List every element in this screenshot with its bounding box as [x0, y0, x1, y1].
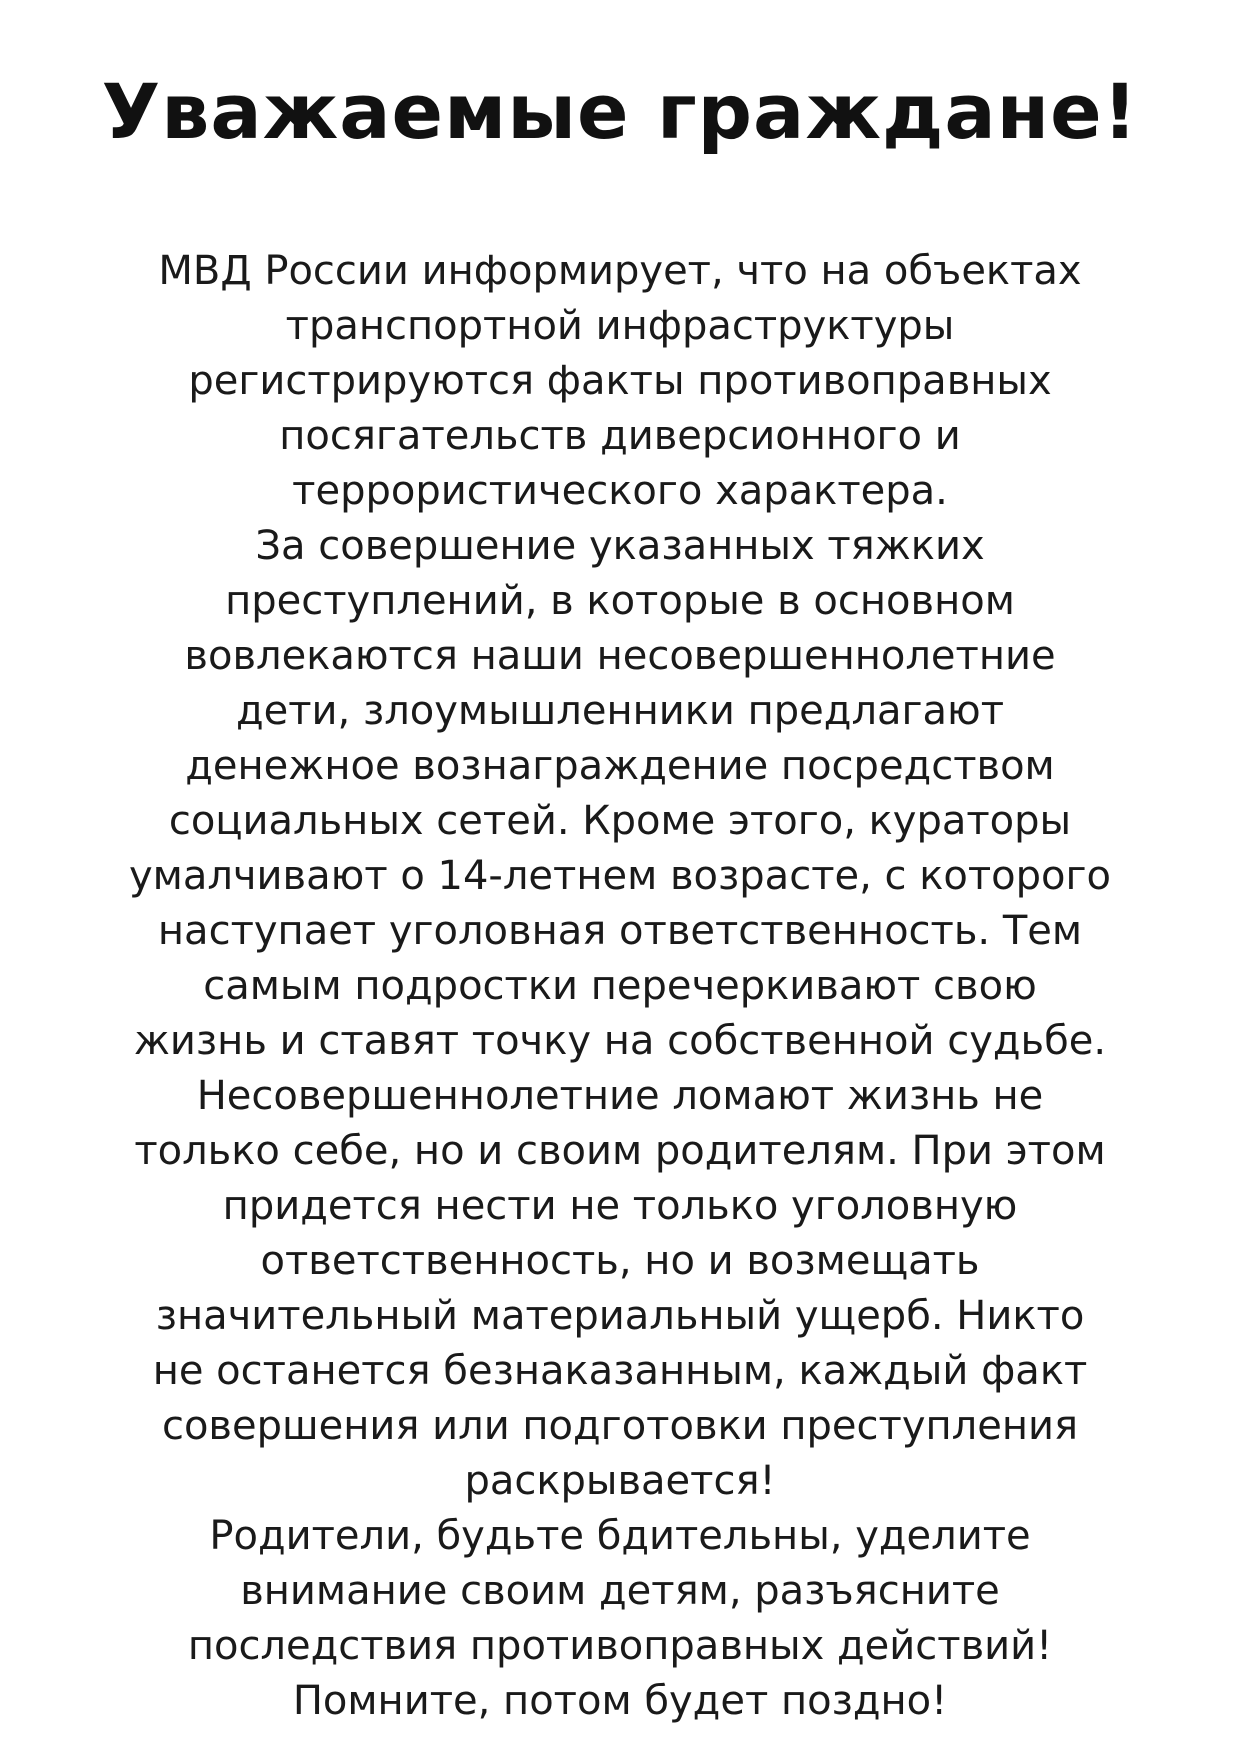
body-line: денежное вознаграждение посредством — [185, 743, 1055, 789]
body-line: вовлекаются наши несовершеннолетние — [184, 633, 1056, 679]
body-line: жизнь и ставят точку на собственной судьбе. — [133, 1018, 1107, 1064]
notice-body — [40, 244, 1200, 1729]
body-line: ответственность, но и возмещать — [260, 1238, 980, 1284]
body-line: только себе, но и своим родителям. При этом — [134, 1128, 1106, 1174]
body-line: не останется безнаказанным, каждый факт — [152, 1348, 1088, 1394]
body-line: Помните, потом будет поздно! — [292, 1678, 948, 1724]
body-line: совершения или подготовки преступления — [161, 1403, 1079, 1449]
body-line: социальных сетей. Кроме этого, кураторы — [168, 798, 1072, 844]
body-line: последствия противоправных действий! — [187, 1623, 1053, 1669]
body-line: транспортной инфраструктуры — [285, 303, 955, 349]
notice-title: Уважаемые граждане! — [101, 67, 1139, 156]
body-line: регистрируются факты противоправных — [188, 358, 1052, 404]
body-line: преступлений, в которые в основном — [225, 578, 1015, 624]
body-line: раскрывается! — [464, 1458, 776, 1504]
body-line: наступает уголовная ответственность. Тем — [157, 908, 1083, 954]
body-line: террористического характера. — [292, 468, 948, 514]
body-line: умалчивают о 14-летнем возрасте, с которого — [129, 853, 1111, 899]
body-line: значительный материальный ущерб. Никто — [155, 1293, 1085, 1339]
body-line: внимание своим детям, разъясните — [240, 1568, 1000, 1614]
body-line: Родители, будьте бдительны, уделите — [209, 1513, 1031, 1559]
body-line: посягательств диверсионного и — [279, 413, 961, 459]
body-line: дети, злоумышленники предлагают — [235, 688, 1005, 734]
body-line: Несовершеннолетние ломают жизнь не — [196, 1073, 1044, 1119]
body-line: придется нести не только уголовную — [222, 1183, 1018, 1229]
body-line: самым подростки перечеркивают свою — [203, 963, 1037, 1009]
body-line: За совершение указанных тяжких — [255, 523, 985, 569]
body-line: МВД России информирует, что на объектах — [158, 248, 1082, 294]
